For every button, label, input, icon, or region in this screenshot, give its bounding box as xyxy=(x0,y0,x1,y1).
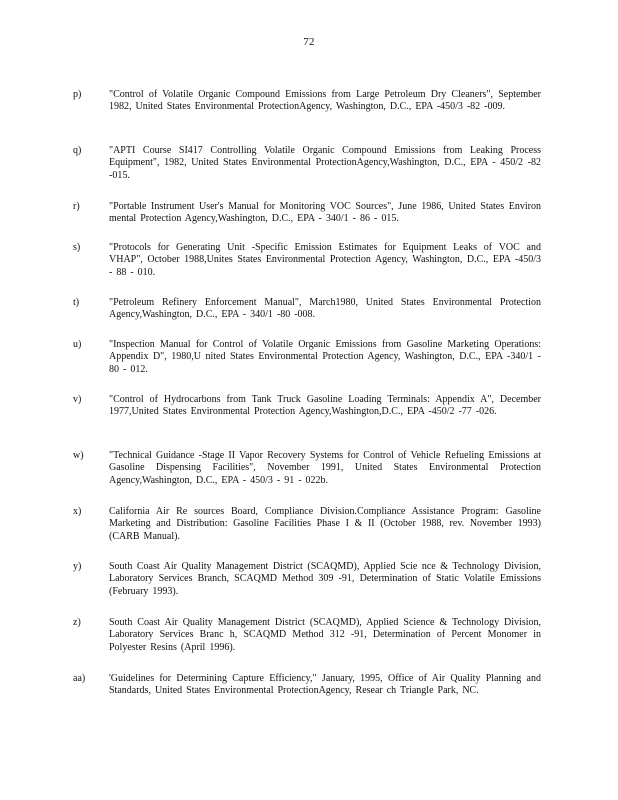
reference-label: w) xyxy=(73,450,84,461)
reference-label: aa) xyxy=(73,673,86,684)
reference-text: "Portable Instrument User's Manual for Monitoring VOC Sources", June 1986, United States Environ mental Protection Agency,Washington, D.C., EPA - 340/1 - 86 - 015. xyxy=(109,201,541,225)
reference-label: r) xyxy=(73,201,80,212)
reference-text: "Control of Volatile Organic Compound Emissions from Large Petroleum Dry Cleaners", September 1982, United States Environmental ProtectionAgency, Washington, D.C., EPA -450/3 -82 -009. xyxy=(109,89,541,113)
reference-text: "Petroleum Refinery Enforcement Manual", March1980, United States Environmental Protection Agency,Washington, D.C., EPA - 340/1 -80 -008. xyxy=(109,297,541,321)
reference-label: z) xyxy=(73,617,81,628)
reference-label: q) xyxy=(73,145,82,156)
reference-text: "Inspection Manual for Control of Volatile Organic Emissions from Gasoline Marketing Operations: Appendix D", 1980,U nited States Environmental Protection Agency, Washington, D.C., EPA -340/1 - 80 - 012. xyxy=(109,339,541,375)
reference-label: v) xyxy=(73,394,82,405)
reference-text: South Coast Air Quality Management District (SCAQMD), Applied Scie nce & Technology Division, Laboratory Services Branch, SCAQMD Method 309 -91, Determination of Static Volatile Emissions (February 1993). xyxy=(109,561,541,597)
reference-label: x) xyxy=(73,506,82,517)
reference-text: "Control of Hydrocarbons from Tank Truck Gasoline Loading Terminals: Appendix A", December 1977,United States Environmental Protection Agency,Washington,D.C., EPA -450/2 -77 -026. xyxy=(109,394,541,418)
page-number: 72 xyxy=(303,36,315,48)
reference-text: "Protocols for Generating Unit -Specific Emission Estimates for Equipment Leaks of VOC and VHAP", October 1988,Unites States Environmental Protection Agency, Washington, D.C., EPA -450/3 - 88 - 010. xyxy=(109,242,541,278)
reference-label: u) xyxy=(73,339,82,350)
reference-label: y) xyxy=(73,561,82,572)
reference-label: s) xyxy=(73,242,81,253)
reference-text: "Technical Guidance -Stage II Vapor Recovery Systems for Control of Vehicle Refueling Emissions at Gasoline Dispensing Facilities", November 1991, United States Environmental Protection Agency,Washington, D.C., EPA - 450/3 - 91 - 022b. xyxy=(109,450,541,486)
reference-text: "APTI Course SI417 Controlling Volatile Organic Compound Emissions from Leaking Process Equipment", 1982, United States Environmental ProtectionAgency,Washington, D.C., EPA - 450/2 -82 -015. xyxy=(109,145,541,181)
reference-text: 'Guidelines for Determining Capture Efficiency," January, 1995, Office of Air Quality Planning and Standards, United States Environmental ProtectionAgency, Resear ch Triangle Park, NC. xyxy=(109,673,541,697)
reference-text: California Air Re sources Board, Compliance Division.Compliance Assistance Program: Gasoline Marketing and Distribution: Gasoline Facilities Phase I & II (October 1988, rev. November 1993) (CARB Manual). xyxy=(109,506,541,542)
reference-label: t) xyxy=(73,297,80,308)
reference-text: South Coast Air Quality Management District (SCAQMD), Applied Science & Technology Division, Laboratory Services Branc h, SCAQMD Method 312 -91, Determination of Percent Monomer in Polyester Resins (April 1996). xyxy=(109,617,541,653)
reference-label: p) xyxy=(73,89,82,100)
